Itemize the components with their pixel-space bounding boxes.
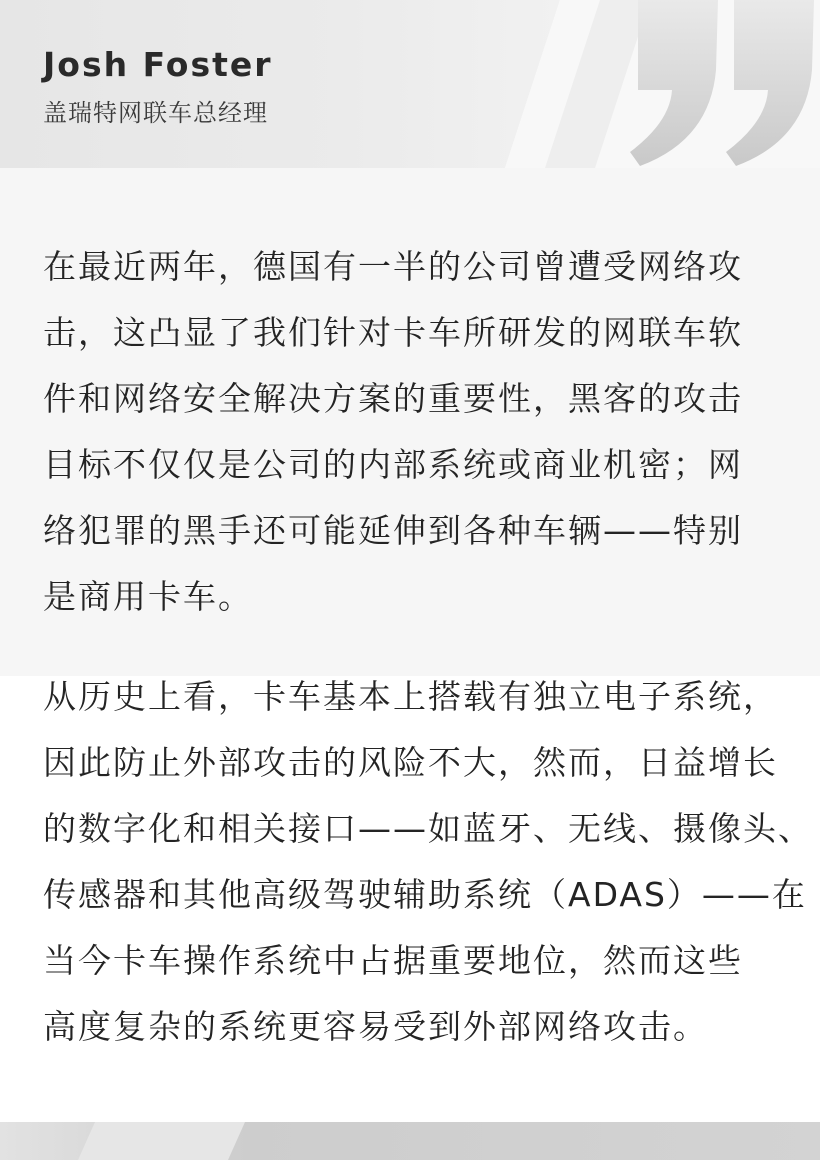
paragraph-line: 高度复杂的系统更容易受到外部网络攻击。 <box>43 1007 708 1046</box>
author-title: 盖瑞特网联车总经理 <box>43 99 268 127</box>
paragraph-line: 的数字化和相关接口——如蓝牙、无线、摄像头、 <box>43 809 813 848</box>
paragraph-line: 件和网络安全解决方案的重要性，黑客的攻击 <box>43 379 743 418</box>
paragraph-line: 目标不仅仅是公司的内部系统或商业机密；网 <box>43 445 743 484</box>
paragraph-line: 是商用卡车。 <box>43 577 253 616</box>
author-name: Josh Foster <box>43 45 273 84</box>
paragraph-line: 因此防止外部攻击的风险不大，然而，日益增长 <box>43 743 778 782</box>
article-paragraph-2 <box>43 664 813 1060</box>
closing-quote-icon <box>630 0 820 170</box>
paragraph-line: 从历史上看，卡车基本上搭载有独立电子系统， <box>43 677 778 716</box>
article-paragraph-1 <box>43 234 743 630</box>
footer-diagonal-light <box>78 1122 245 1160</box>
paragraph-line: 当今卡车操作系统中占据重要地位，然而这些 <box>43 941 743 980</box>
paragraph-line: 传感器和其他高级驾驶辅助系统（ADAS）——在 <box>43 875 807 914</box>
paragraph-line: 络犯罪的黑手还可能延伸到各种车辆——特别 <box>43 511 743 550</box>
paragraph-line: 在最近两年，德国有一半的公司曾遭受网络攻 <box>43 247 743 286</box>
paragraph-line: 击，这凸显了我们针对卡车所研发的网联车软 <box>43 313 743 352</box>
